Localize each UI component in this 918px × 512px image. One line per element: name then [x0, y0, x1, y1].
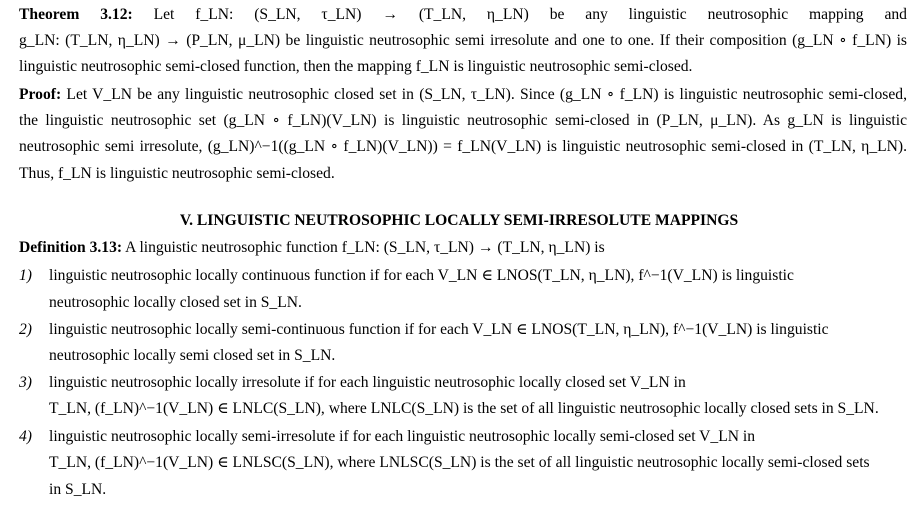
theorem-line-1: [19, 5, 907, 25]
item-number-1: 1): [19, 267, 32, 284]
theorem-label: Theorem 3.12:: [19, 6, 133, 23]
item-3-line-2: T_LN, (f_LN)^−1(V_LN) ∈ LNLC(S_LN), where LNLC(S_LN) is the set of all linguistic neutrosophic locally closed sets in S_LN.: [49, 400, 879, 417]
item-number-4: 4): [19, 428, 32, 445]
section-heading: V. LINGUISTIC NEUTROSOPHIC LOCALLY SEMI-IRRESOLUTE MAPPINGS: [179, 212, 739, 229]
theorem-line-3: linguistic neutrosophic semi-closed function, then the mapping f_LN is linguistic neutrosophic semi-closed.: [19, 58, 693, 75]
item-2-line-1: linguistic neutrosophic locally semi-continuous function if for each V_LN ∈ LNOS(T_LN, η_LN), f^−1(V_LN) is linguistic: [49, 321, 829, 338]
item-1-line-2: neutrosophic locally closed set in S_LN.: [49, 294, 302, 311]
proof-text: Let V_LN be any linguistic neutrosophic closed set in (S_LN, τ_LN). Since (g_LN ∘ f_LN) is linguistic neutrosophic semi-closed,: [66, 86, 907, 103]
theorem-text: Let f_LN: (S_LN, τ_LN) → (T_LN, η_LN) be any linguistic neutrosophic mapping and: [153, 6, 907, 23]
item-1-line-1: linguistic neutrosophic locally continuous function if for each V_LN ∈ LNOS(T_LN, η_LN), f^−1(V_LN) is linguistic: [49, 267, 794, 284]
definition-label: Definition 3.13:: [19, 239, 123, 256]
proof-line-1: [19, 85, 907, 105]
proof-line-3: neutrosophic semi irresolute, (g_LN)^−1((g_LN ∘ f_LN)(V_LN)) = f_LN(V_LN) is linguistic neutrosophic semi-closed in (T_LN, η_LN).: [19, 138, 907, 155]
proof-label: Proof:: [19, 86, 62, 103]
item-4-line-3: in S_LN.: [49, 481, 107, 498]
definition-intro: A linguistic neutrosophic function f_LN: (S_LN, τ_LN) → (T_LN, η_LN) is: [125, 239, 605, 256]
item-3-line-1: linguistic neutrosophic locally irresolute if for each linguistic neutrosophic locally closed set V_LN in: [49, 374, 686, 391]
definition-line: [19, 238, 907, 258]
item-4-line-1: linguistic neutrosophic locally semi-irresolute if for each linguistic neutrosophic locally semi-closed set V_LN in: [49, 428, 756, 445]
item-2-line-2: neutrosophic locally semi closed set in S_LN.: [49, 347, 336, 364]
proof-line-2: the linguistic neutrosophic set (g_LN ∘ f_LN)(V_LN) is linguistic neutrosophic semi-closed in (P_LN, μ_LN). As g_LN is linguistic: [19, 112, 907, 129]
item-number-3: 3): [19, 374, 32, 391]
item-number-2: 2): [19, 321, 32, 338]
proof-line-4: Thus, f_LN is linguistic neutrosophic semi-closed.: [19, 165, 335, 182]
theorem-line-2: g_LN: (T_LN, η_LN) → (P_LN, μ_LN) be linguistic neutrosophic semi irresolute and one to one. If their composition (g_LN ∘ f_LN) is: [19, 32, 907, 49]
item-4-line-2: T_LN, (f_LN)^−1(V_LN) ∈ LNLSC(S_LN), where LNLSC(S_LN) is the set of all linguistic neutrosophic locally semi-closed sets: [49, 454, 870, 471]
